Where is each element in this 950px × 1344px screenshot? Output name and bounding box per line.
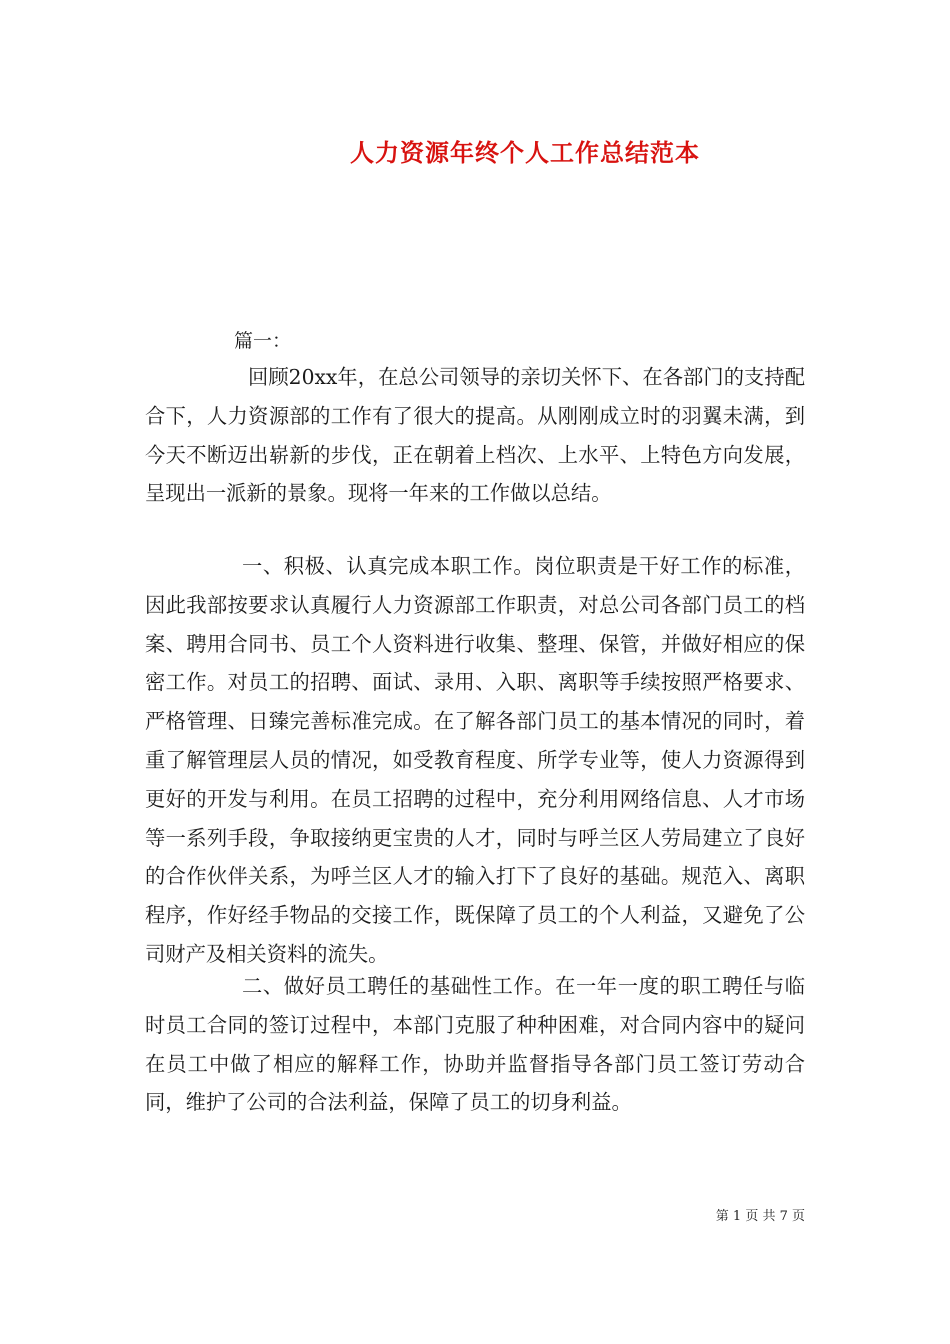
paragraph-section-two: 二、做好员工聘任的基础性工作。在一年一度的职工聘任与临时员工合同的签订过程中，本部门克服了种种困难，对合同内容中的疑问在员工中做了相应的解释工作，协助并监督指导各部门员工签订劳动合同，维护了公司的合法利益，保障了员工的切身利益。 — [145, 974, 805, 1115]
page-number-footer: 第 1 页 共 7 页 — [715, 1209, 805, 1224]
document-title: 人力资源年终个人工作总结范本 — [350, 139, 700, 167]
section-label: 篇一： — [234, 330, 292, 352]
paragraph-intro: 回顾20xx年，在总公司领导的亲切关怀下、在各部门的支持配合下，人力资源部的工作有了很大的提高。从刚刚成立时的羽翼未满，到今天不断迈出崭新的步伐，正在朝着上档次、上水平、上特色方向发展，呈现出一派新的景象。现将一年来的工作做以总结。 — [145, 365, 805, 506]
paragraph-section-one: 一、积极、认真完成本职工作。岗位职责是干好工作的标准，因此我部按要求认真履行人力资源部工作职责，对总公司各部门员工的档案、聘用合同书、员工个人资料进行收集、整理、保管，并做好相应的保密工作。对员工的招聘、面试、录用、入职、离职等手续按照严格要求、严格管理、日臻完善标准完成。在了解各部门员工的基本情况的同时，着重了解管理层人员的情况，如受教育程度、所学专业等，使人力资源得到更好的开发与利用。在员工招聘的过程中，充分利用网络信息、人才市场等一系列手段，争取接纳更宝贵的人才，同时与呼兰区人劳局建立了良好的合作伙伴关系，为呼兰区人才的输入打下了良好的基础。规范入、离职程序，作好经手物品的交接工作，既保障了员工的个人利益，又避免了公司财产及相关资料的流失。 — [145, 554, 805, 966]
